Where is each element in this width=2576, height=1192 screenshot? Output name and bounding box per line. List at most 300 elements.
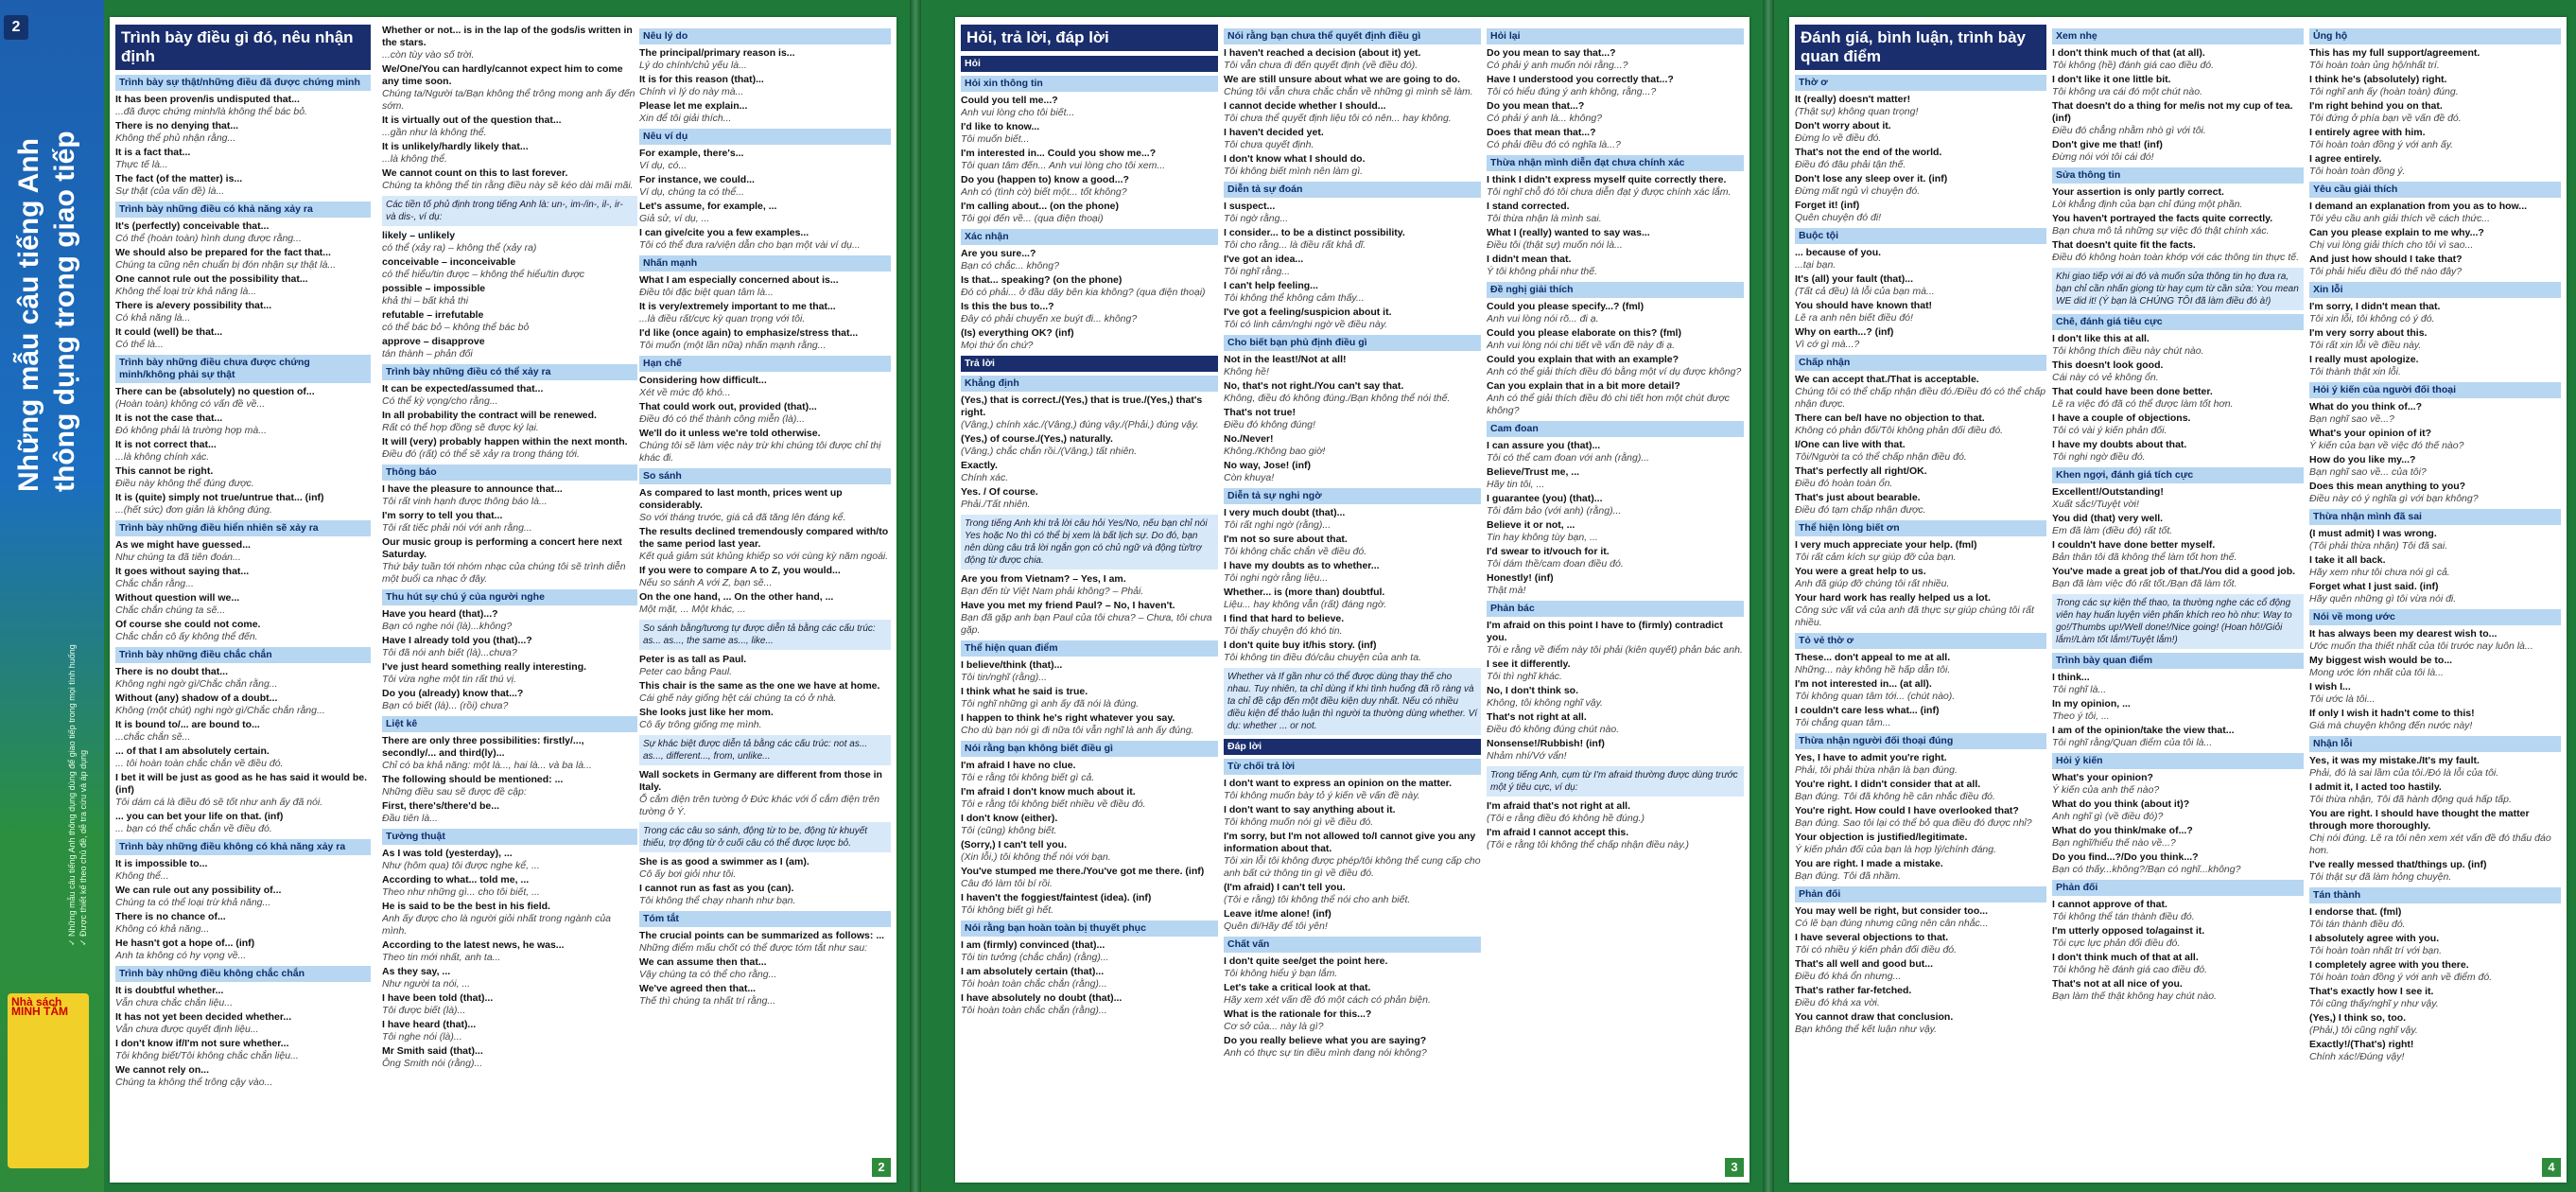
vietnamese-translation: Phải, tôi phải thừa nhận là bạn đúng. — [1795, 764, 1958, 776]
phrase-entry — [1224, 100, 1481, 125]
english-phrase: I entirely agree with him. — [2309, 127, 2426, 138]
phrase-entry — [2052, 952, 2304, 976]
section-heading: Trình bày những điều có thể xảy ra — [382, 364, 637, 380]
english-phrase: Are you sure...? — [961, 248, 1036, 259]
vietnamese-translation: Tôi nghĩ chỗ đó tôi chưa diễn đạt ý được chính xác lắm. — [1487, 186, 1732, 198]
vietnamese-translation: (Tôi e rằng điều đó không hề đúng.) — [1487, 813, 1645, 824]
english-phrase: I endorse that. (fml) — [2309, 906, 2402, 918]
vietnamese-translation: Ý kiến của bạn về việc đó thế nào? — [2309, 440, 2464, 451]
english-phrase: I don't quite buy it/his story. (inf) — [1224, 640, 1377, 651]
phrase-entry — [2309, 74, 2561, 98]
english-phrase: These... don't appeal to me at all. — [1795, 652, 1951, 663]
phrase-entry — [1224, 507, 1481, 532]
vietnamese-translation: Tôi cũng thấy/nghĩ y như vậy. — [2309, 998, 2439, 1009]
english-phrase: There are only three possibilities: firstly/..., secondly/... and third(ly)... — [382, 735, 584, 759]
phrase-entry — [2309, 428, 2561, 452]
vietnamese-translation: Những điều sau sẽ được đề cập: — [382, 786, 527, 798]
english-phrase: What's your opinion of it? — [2309, 428, 2432, 439]
vietnamese-translation: Điều đó chẳng nhằm nhò gì với tôi. — [2052, 125, 2206, 136]
vietnamese-translation: Tôi e rằng tôi không biết gì cả. — [961, 772, 1095, 783]
english-phrase: I happen to think he's right whatever you say. — [961, 712, 1175, 724]
phrase-entry — [639, 74, 891, 98]
phrase-entry — [382, 874, 637, 899]
english-phrase: No way, Jose! (inf) — [1224, 460, 1311, 471]
phrase-entry — [115, 120, 371, 145]
vietnamese-translation: ...là không chính xác. — [115, 451, 210, 463]
english-phrase: Have you met my friend Paul? – No, I haven't. — [961, 600, 1175, 611]
english-phrase: (Is) everything OK? (inf) — [961, 327, 1074, 339]
grammar-note: Whether và If gần như có thể được dùng thay thế cho nhau. Tuy nhiên, ta chỉ dùng if khi tình huống đã rõ ràng và ta chỉ đề cập đến một điều kiện duy nhất. Nếu có nhiều điều kiện để thảo luận thì người ta thường dùng whether. Ví dụ: whether ... or not. — [1224, 668, 1481, 735]
vietnamese-translation: Giá mà chuyện không đến nước này! — [2309, 720, 2473, 731]
english-phrase: I don't know (either). — [961, 813, 1058, 824]
vietnamese-translation: Tôi được biết (là)... — [382, 1005, 466, 1016]
phrase-entry — [2309, 254, 2561, 278]
english-phrase: There is a/every possibility that... — [115, 300, 272, 311]
phrase-entry — [1487, 711, 1744, 736]
section-heading: Trả lời — [961, 356, 1218, 372]
english-phrase: I'm afraid I have no clue. — [961, 760, 1076, 771]
vietnamese-translation: Tôi/Người ta có thể chấp nhận điều đó. — [1795, 451, 1967, 463]
publisher-box — [8, 993, 89, 1168]
vietnamese-translation: Bạn nghĩ sao về...? — [2309, 413, 2394, 425]
english-phrase: Does that mean that...? — [1487, 127, 1596, 138]
vietnamese-translation: Bạn có nghe nói (là)...không? — [382, 621, 513, 632]
phrase-entry — [115, 273, 371, 298]
vietnamese-translation: Tôi nghĩ rằng/Quan điểm của tôi là... — [2052, 737, 2213, 748]
page-3-column-1 — [961, 25, 1218, 1179]
phrase-entry — [115, 772, 371, 809]
spine-title-line1: Những mẫu câu tiếng Anh — [13, 138, 44, 492]
english-phrase: And just how should I take that? — [2309, 254, 2463, 265]
phrase-entry — [382, 283, 637, 307]
section-heading: Yêu cầu giải thích — [2309, 182, 2561, 198]
vietnamese-translation: Chúng ta cũng nên chuẩn bị đón nhận sự thật là... — [115, 259, 337, 271]
page-4-title: Đánh giá, bình luận, trình bày quan điểm — [1795, 25, 2046, 70]
english-phrase: It has been proven/is undisputed that... — [115, 94, 300, 105]
section-heading: Phản đối — [2052, 880, 2304, 896]
vietnamese-translation: Có thể (hoàn toàn) hình dung được rằng... — [115, 233, 302, 244]
phrase-entry — [639, 327, 891, 352]
phrase-entry — [1487, 254, 1744, 278]
phrase-entry — [961, 301, 1218, 325]
english-phrase: What is the rationale for this...? — [1224, 1008, 1372, 1020]
english-phrase: I guarantee (you) (that)... — [1487, 493, 1603, 504]
spine-page-number: 2 — [4, 15, 28, 40]
english-phrase: I'm afraid on this point I have to (firmly) contradict you. — [1487, 620, 1723, 643]
english-phrase: I stand corrected. — [1487, 201, 1570, 212]
grammar-note: Sự khác biệt được diễn tả bằng các cấu trúc: not as... as..., different..., from, unlike... — [639, 735, 891, 765]
phrase-entry — [639, 707, 891, 731]
phrase-entry — [1795, 592, 2046, 629]
phrase-entry — [1795, 94, 2046, 118]
phrase-entry — [2052, 539, 2304, 564]
phrase-entry — [1795, 832, 2046, 856]
phrase-entry — [639, 591, 891, 616]
phrase-entry — [115, 412, 371, 437]
phrase-entry — [115, 247, 371, 272]
section-heading: Tán thành — [2309, 887, 2561, 903]
phrase-entry — [115, 592, 371, 617]
english-phrase: Do you find...?/Do you think...? — [2052, 851, 2199, 863]
grammar-note: So sánh bằng/tương tự được diễn tả bằng các cấu trúc: as... as..., the same as..., like... — [639, 620, 891, 650]
vietnamese-translation: Tôi quan tâm đến... Anh vui lòng cho tôi xem... — [961, 160, 1166, 171]
phrase-entry — [2052, 725, 2304, 749]
english-phrase: Forget what I just said. (inf) — [2309, 581, 2439, 592]
vietnamese-translation: Vậy chúng ta có thể cho rằng... — [639, 969, 777, 980]
phrase-entry — [961, 486, 1218, 511]
section-heading: Chất vấn — [1224, 937, 1481, 953]
english-phrase: That's rather far-fetched. — [1795, 985, 1912, 996]
phrase-entry — [1224, 127, 1481, 151]
page-2-column-1 — [115, 25, 371, 1179]
vietnamese-translation: Cơ sở của... này là gì? — [1224, 1021, 1324, 1032]
vietnamese-translation: (Tôi e rằng) tôi không thể nói cho anh biết. — [1224, 894, 1411, 905]
spine-title — [11, 131, 83, 492]
phrase-entry — [1795, 247, 2046, 272]
english-phrase: It has always been my dearest wish to... — [2309, 628, 2498, 640]
phrase-entry — [115, 1011, 371, 1036]
english-phrase: In all probability the contract will be renewed. — [382, 410, 597, 421]
phrase-entry — [1487, 227, 1744, 252]
phrase-entry — [382, 436, 637, 461]
phrase-entry — [1487, 546, 1744, 570]
vietnamese-translation: Vẫn chưa được quyết định liệu... — [115, 1024, 259, 1035]
english-phrase: It is impossible to... — [115, 858, 208, 869]
vietnamese-translation: Chúng tôi vẫn chưa chắc chắn về những gì mình sẽ làm. — [1224, 86, 1473, 97]
phrase-entry — [2309, 628, 2561, 653]
phrase-entry — [1487, 380, 1744, 417]
english-phrase: This chair is the same as the one we have at home. — [639, 680, 880, 692]
vietnamese-translation: Những điểm mấu chốt có thể được tóm tắt như sau: — [639, 942, 868, 954]
vietnamese-translation: Điều đó (rất) có thể sẽ xảy ra trong tháng tới. — [382, 448, 580, 460]
phrase-entry — [1224, 407, 1481, 431]
english-phrase: Can you please explain to me why...? — [2309, 227, 2484, 238]
english-phrase: In my opinion, ... — [2052, 698, 2131, 710]
phrase-entry — [1795, 652, 2046, 676]
section-heading: Trình bày những điều có khả năng xảy ra — [115, 202, 371, 218]
phrase-entry — [639, 487, 891, 524]
grammar-note: Trong các câu so sánh, động từ to be, động từ khuyết thiếu, trợ động từ ở cuối câu có thể được lược bỏ. — [639, 822, 891, 852]
phrase-entry — [961, 394, 1218, 431]
phrase-entry — [2309, 933, 2561, 957]
vietnamese-translation: Mọi thứ ổn chứ? — [961, 340, 1034, 351]
english-phrase: What I (really) wanted to say was... — [1487, 227, 1650, 238]
page-4-number: 4 — [2542, 1158, 2561, 1177]
cover-spine — [0, 0, 104, 1192]
english-phrase: No, that's not right./You can't say that. — [1224, 380, 1404, 392]
section-heading: Khẳng định — [961, 376, 1218, 392]
vietnamese-translation: Điều tôi (thật sự) muốn nói là... — [1487, 239, 1623, 251]
section-heading: Tỏ vẻ thờ ơ — [1795, 633, 2046, 649]
phrase-entry — [961, 274, 1218, 299]
phrase-entry — [639, 401, 891, 426]
vietnamese-translation: Tôi có thể cam đoan với anh (rằng)... — [1487, 452, 1650, 464]
section-heading: Trình bày những điều không chắc chắn — [115, 966, 371, 982]
english-phrase: Are you from Vietnam? – Yes, I am. — [961, 573, 1126, 585]
phrase-entry — [961, 786, 1218, 811]
english-phrase: (Sorry,) I can't tell you. — [961, 839, 1067, 850]
english-phrase: Please let me explain... — [639, 100, 748, 112]
english-phrase: You should have known that! — [1795, 300, 1933, 311]
english-phrase: We are still unsure about what we are going to do. — [1224, 74, 1461, 85]
section-heading: Nhận lỗi — [2309, 736, 2561, 752]
spine-notes — [66, 644, 89, 946]
phrase-entry — [639, 375, 891, 399]
phrase-entry — [1487, 466, 1744, 491]
vietnamese-translation: Bạn đúng. Tôi đã nhầm. — [1795, 870, 1902, 882]
english-phrase: That's just about bearable. — [1795, 492, 1921, 503]
vietnamese-translation: Tôi cho rằng... là điều rất khả dĩ. — [1224, 239, 1366, 251]
vietnamese-translation: Xuất sắc!/Tuyệt vời! — [2052, 499, 2139, 510]
english-phrase: This cannot be right. — [115, 465, 214, 477]
english-phrase: Forget it! (inf) — [1795, 200, 1860, 211]
vietnamese-translation: (Vâng,) chắc chắn rồi./(Vâng,) tất nhiên. — [961, 446, 1138, 457]
phrase-entry — [1795, 173, 2046, 198]
vietnamese-translation: Tôi rất xin lỗi về điều này. — [2309, 340, 2422, 351]
phrase-entry — [1795, 273, 2046, 298]
phrase-entry — [1795, 705, 2046, 729]
english-phrase: It is not the case that... — [115, 412, 223, 424]
page-3-number: 3 — [1725, 1158, 1744, 1177]
phrase-entry — [639, 680, 891, 705]
english-phrase: We've agreed then that... — [639, 983, 757, 994]
vietnamese-translation: Tôi ước là tôi... — [2309, 693, 2376, 705]
vietnamese-translation: Tôi thật sự đã làm hỏng chuyện. — [2309, 871, 2452, 883]
vietnamese-translation: Anh có (tình cờ) biết một... tốt không? — [961, 186, 1127, 198]
page-4-column-1 — [1795, 25, 2046, 1179]
english-phrase: I've got an idea... — [1224, 254, 1304, 265]
phrase-entry — [115, 326, 371, 351]
phrase-entry — [1795, 678, 2046, 703]
phrase-entry — [115, 1064, 371, 1089]
phrase-entry — [2309, 986, 2561, 1010]
vietnamese-translation: Như người ta nói, ... — [382, 978, 471, 990]
english-phrase: Our music group is performing a concert here next Saturday. — [382, 536, 622, 560]
vietnamese-translation: Anh vui lòng nói rõ... đi ạ. — [1487, 313, 1599, 324]
phrase-entry — [961, 174, 1218, 199]
section-heading: Chê, đánh giá tiêu cực — [2052, 314, 2304, 330]
english-phrase: I have a couple of objections. — [2052, 412, 2191, 424]
english-phrase: Could you please elaborate on this? (fml) — [1487, 327, 1681, 339]
phrase-entry — [2309, 481, 2561, 505]
english-phrase: Don't worry about it. — [1795, 120, 1891, 131]
fold-line — [1763, 0, 1774, 1192]
english-phrase: It is for this reason (that)... — [639, 74, 764, 85]
phrase-entry — [639, 274, 891, 299]
english-phrase: Exactly. — [961, 460, 998, 471]
english-phrase: I think he's (absolutely) right. — [2309, 74, 2447, 85]
vietnamese-translation: Tôi nghĩ anh ấy (hoàn toàn) đúng. — [2309, 86, 2459, 97]
phrase-entry — [639, 174, 891, 199]
phrase-entry — [2052, 825, 2304, 850]
vietnamese-translation: Tôi vẫn chưa đi đến quyết định (về điều đó). — [1224, 60, 1419, 71]
english-phrase: It has not yet been decided whether... — [115, 1011, 292, 1023]
phrase-entry — [382, 336, 637, 360]
phrase-entry — [961, 686, 1218, 710]
phrase-entry — [2309, 401, 2561, 426]
vietnamese-translation: có thể (xảy ra) – không thể (xảy ra) — [382, 242, 537, 254]
english-phrase: Believe/Trust me, ... — [1487, 466, 1580, 478]
vietnamese-translation: Tôi chưa thể quyết định liệu tôi có nên... hay không. — [1224, 113, 1452, 124]
vietnamese-translation: ...còn tùy vào số trời. — [382, 49, 475, 61]
english-phrase: (I must admit) I was wrong. — [2309, 528, 2437, 539]
english-phrase: It is a fact that... — [115, 147, 191, 158]
vietnamese-translation: Tôi đã nói anh biết (là)...chưa? — [382, 647, 517, 658]
phrase-entry — [1487, 100, 1744, 125]
english-phrase: Don't lose any sleep over it. (inf) — [1795, 173, 1948, 184]
phrase-entry — [1224, 153, 1481, 178]
section-heading: Trình bày những điều chưa được chứng minh/không phải sự thật — [115, 355, 371, 383]
phrase-entry — [2052, 239, 2304, 264]
english-phrase: She looks just like her mom. — [639, 707, 774, 718]
vietnamese-translation: Không, tôi không nghĩ vậy. — [1487, 697, 1603, 709]
vietnamese-translation: (Tôi phải thừa nhận) Tôi đã sai. — [2309, 540, 2448, 552]
vietnamese-translation: Theo tin mới nhất, anh ta... — [382, 952, 501, 963]
english-phrase: It is not correct that... — [115, 439, 217, 450]
phrase-entry — [961, 966, 1218, 990]
english-phrase: I think I didn't express myself quite correctly there. — [1487, 174, 1727, 185]
phrase-entry — [1224, 640, 1481, 664]
english-phrase: I have absolutely no doubt (that)... — [961, 992, 1123, 1004]
english-phrase: I completely agree with you there. — [2309, 959, 2469, 971]
vietnamese-translation: Anh ấy được cho là người giỏi nhất trong ngành của mình. — [382, 913, 611, 937]
section-heading: Nêu ví dụ — [639, 129, 891, 145]
phrase-entry — [639, 201, 891, 225]
grammar-note: Trong các sự kiện thể thao, ta thường nghe các cổ động viên hay huấn luyện viên phấn khích reo hò như: Way to go!/Thumbs up!/Well done!/Nice going! (Hoan hô!/Giỏi lắm!/Làm tốt lắm!/Tuyệt lắm!) — [2052, 594, 2304, 649]
vietnamese-translation: Những... này không hề hấp dẫn tôi. — [1795, 664, 1951, 675]
vietnamese-translation: Chính xác. — [961, 472, 1009, 483]
english-phrase: I really must apologize. — [2309, 354, 2419, 365]
vietnamese-translation: Điều này có ý nghĩa gì với bạn không? — [2309, 493, 2479, 504]
english-phrase: I don't think much of that (at all). — [2052, 47, 2205, 59]
spine-note: ✓ Được thiết kế theo chủ đề, dễ tra cứu và áp dụng — [78, 749, 88, 946]
english-phrase: Is this the bus to...? — [961, 301, 1054, 312]
vietnamese-translation: Ý kiến phản đối của bạn là hợp lý/chính đáng. — [1795, 844, 1996, 855]
phrase-entry — [1224, 534, 1481, 558]
phrase-entry — [639, 227, 891, 252]
phrase-entry — [2052, 925, 2304, 950]
vietnamese-translation: Theo ý tôi, ... — [2052, 710, 2110, 722]
vietnamese-translation: ...là không thể. — [382, 153, 447, 165]
phrase-entry — [1224, 613, 1481, 638]
english-phrase: I'm sorry, but I'm not allowed to/I cannot give you any information about that. — [1224, 831, 1476, 854]
english-phrase: I don't quite see/get the point here. — [1224, 955, 1388, 967]
vietnamese-translation: So với tháng trước, giá cả đã tăng lên đáng kể. — [639, 512, 846, 523]
phrase-entry — [961, 866, 1218, 890]
phrase-entry — [1795, 374, 2046, 411]
phrase-entry — [2309, 1012, 2561, 1037]
vietnamese-translation: ...chắc chắn sẽ... — [115, 731, 191, 743]
english-phrase: I am of the opinion/take the view that... — [2052, 725, 2235, 736]
phrase-entry — [2309, 681, 2561, 706]
vietnamese-translation: Chắc chắn cô ấy không thể đến. — [115, 631, 258, 642]
english-phrase: Yes, it was my mistake./It's my fault. — [2309, 755, 2480, 766]
phrase-entry — [382, 510, 637, 535]
vietnamese-translation: Chắc chắn chúng ta sẽ... — [115, 605, 226, 616]
vietnamese-translation: Tôi có linh cảm/nghi ngờ về điều này. — [1224, 319, 1388, 330]
phrase-entry — [1487, 354, 1744, 378]
english-phrase: Honestly! (inf) — [1487, 572, 1554, 584]
vietnamese-translation: Tôi không thể chạy nhanh như bạn. — [639, 895, 796, 906]
english-phrase: Could you tell me...? — [961, 95, 1058, 106]
vietnamese-translation: Còn khuya! — [1224, 472, 1275, 483]
phrase-entry — [639, 100, 891, 125]
english-phrase: We/One/You can hardly/cannot expect him to come any time soon. — [382, 63, 623, 87]
vietnamese-translation: Công sức vất vả của anh đã thực sự giúp chúng tôi rất nhiều. — [1795, 605, 2034, 628]
vietnamese-translation: Tôi hoàn toàn ủng hộ/nhất trí. — [2309, 60, 2440, 71]
phrase-entry — [1795, 752, 2046, 777]
vietnamese-translation: Đó không phải là trường hợp mà... — [115, 425, 268, 436]
english-phrase: Not in the least!/Not at all! — [1224, 354, 1347, 365]
phrase-entry — [115, 220, 371, 245]
phrase-entry — [1224, 1008, 1481, 1033]
section-heading: Nêu lý do — [639, 28, 891, 44]
vietnamese-translation: Tôi hoàn toàn chắc chắn (rằng)... — [961, 1005, 1107, 1016]
english-phrase: First, there's/there'd be... — [382, 800, 500, 812]
vietnamese-translation: Hãy tin tôi, ... — [1487, 479, 1545, 490]
english-phrase: You're right. How could I have overlooked that? — [1795, 805, 2019, 816]
phrase-entry — [1795, 412, 2046, 437]
english-phrase: For example, there's... — [639, 148, 744, 159]
english-phrase: Wall sockets in Germany are different from those in Italy. — [639, 769, 882, 793]
english-phrase: That's not at all nice of you. — [2052, 978, 2183, 990]
english-phrase: We cannot count on this to last forever. — [382, 167, 568, 179]
english-phrase: I am absolutely certain (that)... — [961, 966, 1105, 977]
phrase-entry — [961, 992, 1218, 1017]
phrase-entry — [1795, 779, 2046, 803]
phrase-entry — [115, 811, 371, 835]
phrase-entry — [639, 565, 891, 589]
english-phrase: Could you explain that with an example? — [1487, 354, 1680, 365]
phrase-entry — [1795, 300, 2046, 324]
vietnamese-translation: Bạn đúng. Sao tôi lại có thể bỏ qua điều đó được nhỉ? — [1795, 817, 2032, 829]
section-heading: Thông báo — [382, 465, 637, 481]
english-phrase: Mr Smith said (that)... — [382, 1045, 483, 1057]
phrase-entry — [1795, 492, 2046, 517]
phrase-entry — [2309, 227, 2561, 252]
grammar-note: Các tiền tố phủ định trong tiếng Anh là: un-, im-/in-, il-, ir- và dis-, ví dụ: — [382, 196, 637, 226]
phrase-entry — [1487, 620, 1744, 657]
phrase-entry — [382, 688, 637, 712]
vietnamese-translation: (Tất cả đều) là lỗi của bạn mà... — [1795, 286, 1935, 297]
vietnamese-translation: Không hề! — [1224, 366, 1269, 377]
english-phrase: I suspect... — [1224, 201, 1276, 212]
vietnamese-translation: Bạn có chắc... không? — [961, 260, 1059, 272]
english-phrase: There can be/I have no objection to that. — [1795, 412, 1985, 424]
english-phrase: Believe it or not, ... — [1487, 519, 1575, 531]
english-phrase: I have been told (that)... — [382, 992, 494, 1004]
grammar-note: Trong tiếng Anh, cụm từ I'm afraid thường được dùng trước một ý tiêu cực, ví dụ: — [1487, 766, 1744, 797]
english-phrase: You're right. I didn't consider that at all. — [1795, 779, 1981, 790]
page-2-column-2 — [382, 25, 637, 1179]
vietnamese-translation: Đó có phải... ở đầu dây bên kia không? (qua điện thoại) — [961, 287, 1206, 298]
page-3-column-3 — [1487, 25, 1744, 1179]
vietnamese-translation: Điều đó khá ổn nhưng... — [1795, 971, 1902, 982]
vietnamese-translation: Có khả năng là... — [115, 312, 191, 324]
page-4-column-3 — [2309, 25, 2561, 1179]
phrase-entry — [1224, 254, 1481, 278]
english-phrase: According to what... told me, ... — [382, 874, 530, 885]
phrase-entry — [382, 774, 637, 798]
publisher-logo: Nhà sách MINH TÂM — [11, 995, 68, 1018]
phrase-entry — [382, 141, 637, 166]
phrase-entry — [1224, 908, 1481, 933]
english-phrase: The crucial points can be summarized as follows: ... — [639, 930, 885, 941]
vietnamese-translation: Tôi rất nghi ngờ (rằng)... — [1224, 519, 1332, 531]
phrase-entry — [1224, 560, 1481, 585]
section-heading: Nhấn mạnh — [639, 255, 891, 272]
english-phrase: Don't give me that! (inf) — [2052, 139, 2163, 150]
